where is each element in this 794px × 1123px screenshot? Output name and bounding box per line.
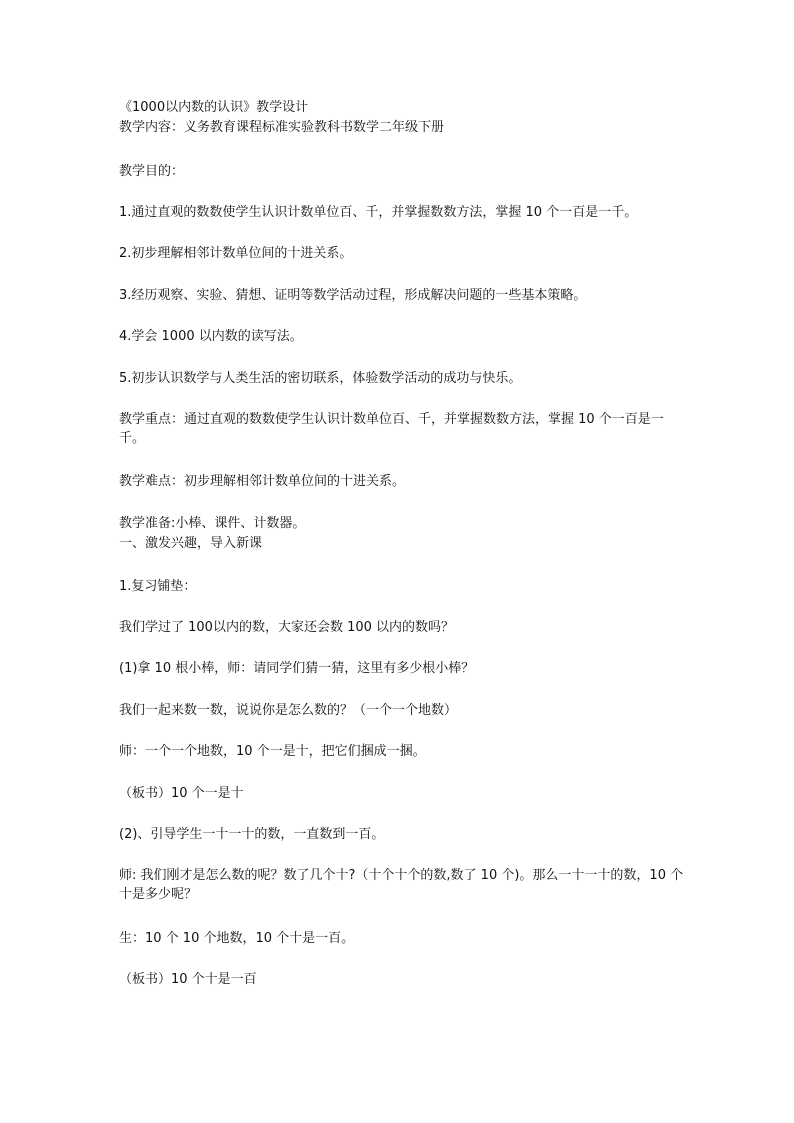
objectives-heading: 教学目的： bbox=[119, 164, 185, 179]
preparation: 教学准备:小棒、课件、计数器。 bbox=[119, 516, 306, 531]
board-note: （板书）10 个十是一百 bbox=[119, 972, 257, 987]
paragraph: 我们学过了 100以内的数，大家还会数 100 以内的数吗？ bbox=[119, 620, 455, 635]
board-note: （板书）10 个一是十 bbox=[119, 786, 244, 801]
paragraph: 师：一个一个地数，10 个一是十，把它们捆成一捆。 bbox=[119, 744, 426, 759]
section-heading: 一、激发兴趣，导入新课 bbox=[119, 536, 263, 551]
paragraph: 生：10 个 10 个地数，10 个十是一百。 bbox=[119, 931, 355, 946]
teaching-content: 教学内容：义务教育课程标准实验教科书数学二年级下册 bbox=[119, 120, 445, 135]
objective-item: 4.学会 1000 以内数的读写法。 bbox=[119, 329, 303, 344]
review-heading: 1.复习铺垫： bbox=[119, 579, 197, 594]
paragraph: (1)拿 10 根小棒，师：请同学们猜一猜，这里有多少根小棒？ bbox=[119, 661, 475, 676]
paragraph: 我们一起来数一数，说说你是怎么数的？（一个一个地数） bbox=[119, 703, 458, 718]
objective-item: 1.通过直观的数数使学生认识计数单位百、千，并掌握数数方法，掌握 10 个一百是一千。 bbox=[119, 205, 638, 220]
difficulty: 教学难点：初步理解相邻计数单位间的十进关系。 bbox=[119, 474, 406, 489]
paragraph: 师: 我们刚才是怎么数的呢？数了几个十?（十个十个的数,数了 10 个)。那么一十一十的数，10 个十是多少呢？ bbox=[119, 868, 684, 902]
objective-item: 2.初步理解相邻计数单位间的十进关系。 bbox=[119, 246, 353, 261]
paragraph: (2)、引导学生一十一十的数，一直数到一百。 bbox=[119, 827, 385, 842]
objective-item: 5.初步认识数学与人类生活的密切联系，体验数学活动的成功与快乐。 bbox=[119, 371, 522, 386]
key-point: 教学重点：通过直观的数数使学生认识计数单位百、千，并掌握数数方法，掌握 10 个一百是一千。 bbox=[119, 412, 664, 446]
objective-item: 3.经历观察、实验、猜想、证明等数学活动过程，形成解决问题的一些基本策略。 bbox=[119, 288, 587, 303]
document-title: 《1000以内数的认识》教学设计 bbox=[119, 100, 309, 115]
